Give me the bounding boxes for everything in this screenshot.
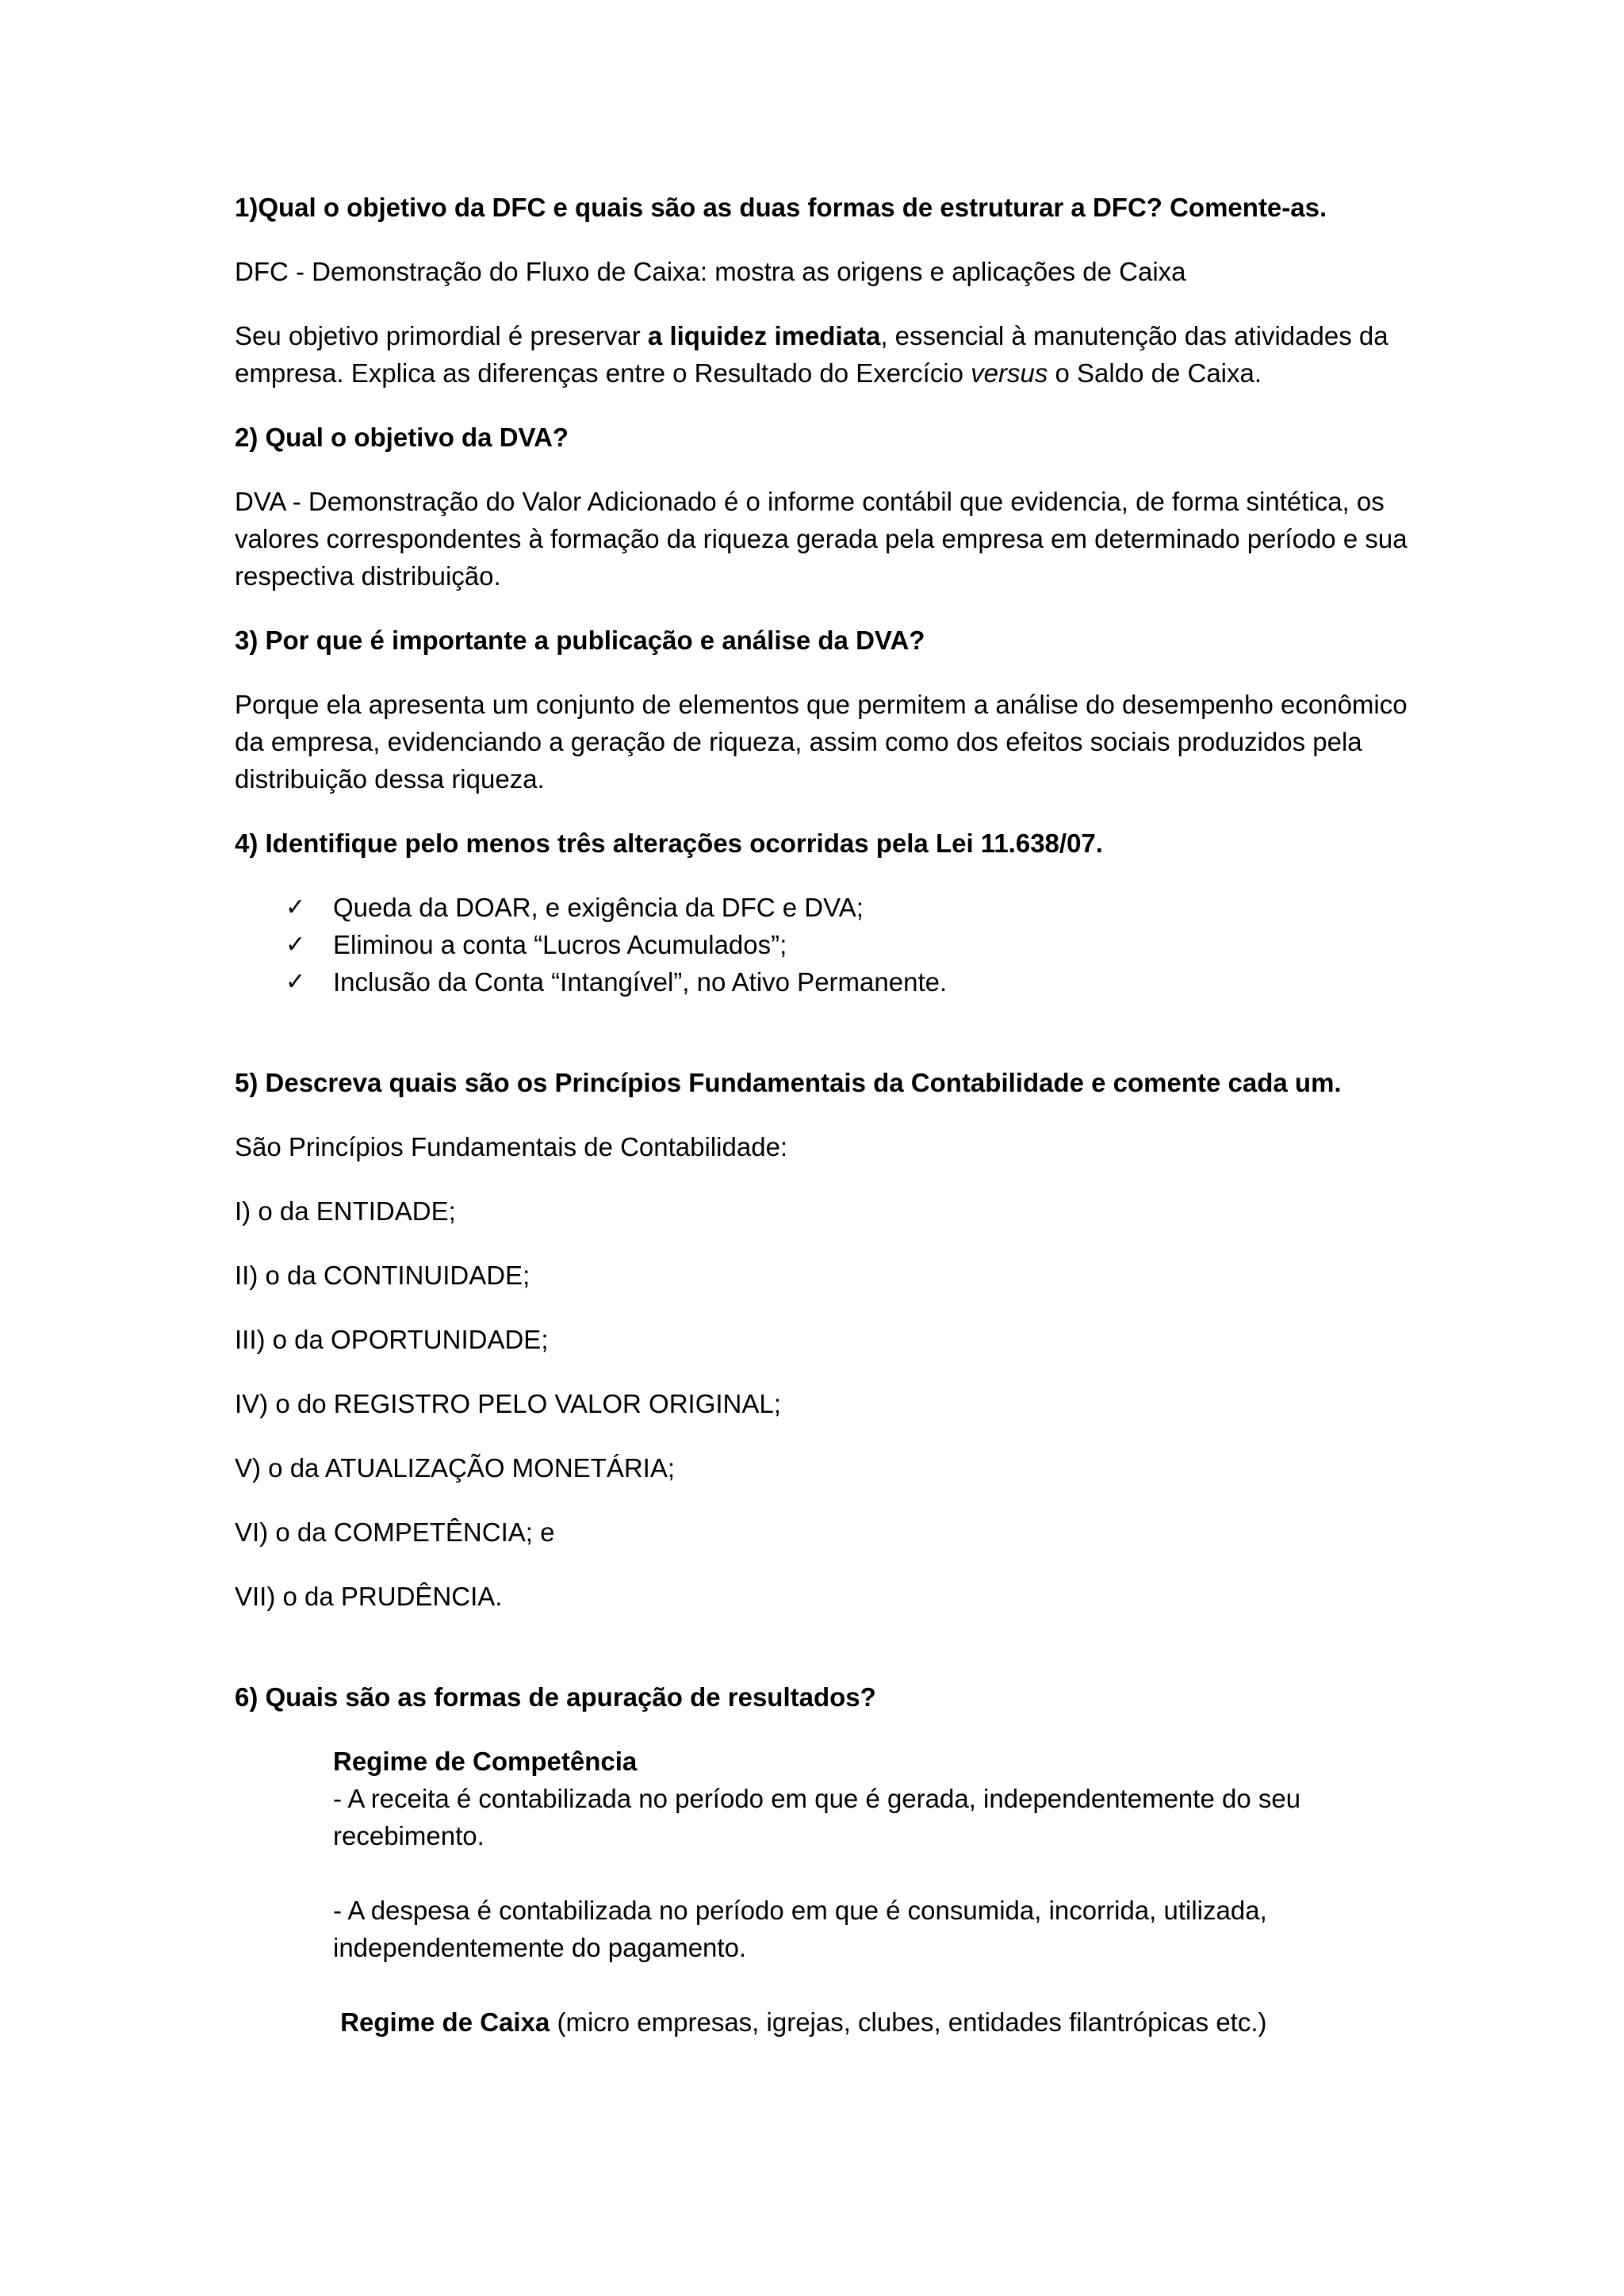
- dfc-objective: [235, 317, 1408, 392]
- list-item: [235, 926, 1408, 963]
- dfc-objective-text-a: Seu objetivo primordial é preservar: [235, 321, 648, 350]
- dfc-definition: DFC - Demonstração do Fluxo de Caixa: mostra as origens e aplicações de Caixa: [235, 257, 1186, 286]
- question-4: 4) Identifique pelo menos três alterações ocorridas pela Lei 11.638/07.: [235, 828, 1103, 858]
- list-item-text: Queda da DOAR, e exigência da DFC e DVA;: [333, 893, 864, 922]
- principle-item: II) o da CONTINUIDADE;: [235, 1261, 530, 1290]
- list-item: [235, 889, 1408, 926]
- spacer: [235, 1027, 1408, 1064]
- question-2: 2) Qual o objetivo da DVA?: [235, 423, 569, 452]
- principle-item: VI) o da COMPETÊNCIA; e: [235, 1517, 555, 1547]
- question-3: 3) Por que é importante a publicação e análise da DVA?: [235, 626, 925, 655]
- principle-item: V) o da ATUALIZAÇÃO MONETÁRIA;: [235, 1453, 676, 1483]
- spacer: [333, 1854, 1408, 1892]
- question-5: 5) Descreva quais são os Princípios Fundamentais da Contabilidade e comente cada um.: [235, 1068, 1342, 1097]
- regime-caixa-line: [333, 2003, 1408, 2041]
- regime-competencia-receita: - A receita é contabilizada no período em que é gerada, independentemente do seu recebimento.: [333, 1784, 1301, 1850]
- dfc-objective-text-e: o Saldo de Caixa.: [1048, 358, 1262, 388]
- spacer: [235, 1642, 1408, 1678]
- regime-caixa-desc: (micro empresas, igrejas, clubes, entidades filantrópicas etc.): [550, 2007, 1267, 2037]
- question-1: 1)Qual o objetivo da DFC e quais são as duas formas de estruturar a DFC? Comente-as.: [235, 193, 1327, 222]
- principle-item: IV) o do REGISTRO PELO VALOR ORIGINAL;: [235, 1389, 781, 1418]
- principles-intro: São Princípios Fundamentais de Contabilidade:: [235, 1132, 788, 1161]
- checkmark-icon: ✓: [285, 894, 306, 921]
- spacer: [333, 1966, 1408, 2003]
- list-item-text: Inclusão da Conta “Intangível”, no Ativo Permanente.: [333, 967, 948, 997]
- regime-competencia-despesa: - A despesa é contabilizada no período em que é consumida, incorrida, utilizada, independentemente do pagamento.: [333, 1896, 1267, 1962]
- list-item: [235, 963, 1408, 1001]
- question-6: 6) Quais são as formas de apuração de resultados?: [235, 1682, 876, 1712]
- principle-item: VII) o da PRUDÊNCIA.: [235, 1582, 503, 1611]
- regime-caixa-title: Regime de Caixa: [340, 2007, 550, 2037]
- document-body: [235, 189, 1408, 2041]
- dfc-objective-italic: versus: [971, 358, 1048, 388]
- answer-2: DVA - Demonstração do Valor Adicionado é o informe contábil que evidencia, de forma sintética, os valores correspondentes à formação da riqueza gerada pela empresa em determinado período e sua respectiva distribuição.: [235, 487, 1408, 591]
- dfc-objective-text-c: , essencial à manutenção das atividades da empresa. Explica as diferenças entre o Resultado do Exercício: [235, 321, 1388, 388]
- dfc-objective-bold: a liquidez imediata: [647, 321, 881, 350]
- regime-competencia-title: Regime de Competência: [333, 1747, 638, 1776]
- checkmark-icon: ✓: [285, 968, 306, 996]
- principle-item: I) o da ENTIDADE;: [235, 1196, 456, 1226]
- checkmark-icon: ✓: [285, 931, 306, 959]
- regime-competencia-block: [333, 1743, 1408, 2041]
- list-item-text: Eliminou a conta “Lucros Acumulados”;: [333, 930, 787, 959]
- principle-item: III) o da OPORTUNIDADE;: [235, 1325, 549, 1354]
- answer-3: Porque ela apresenta um conjunto de elementos que permitem a análise do desempenho econômico da empresa, evidenciando a geração de riqueza, assim como dos efeitos sociais produzidos pela distribuição dessa riqueza.: [235, 690, 1408, 794]
- changes-list: [235, 889, 1408, 1001]
